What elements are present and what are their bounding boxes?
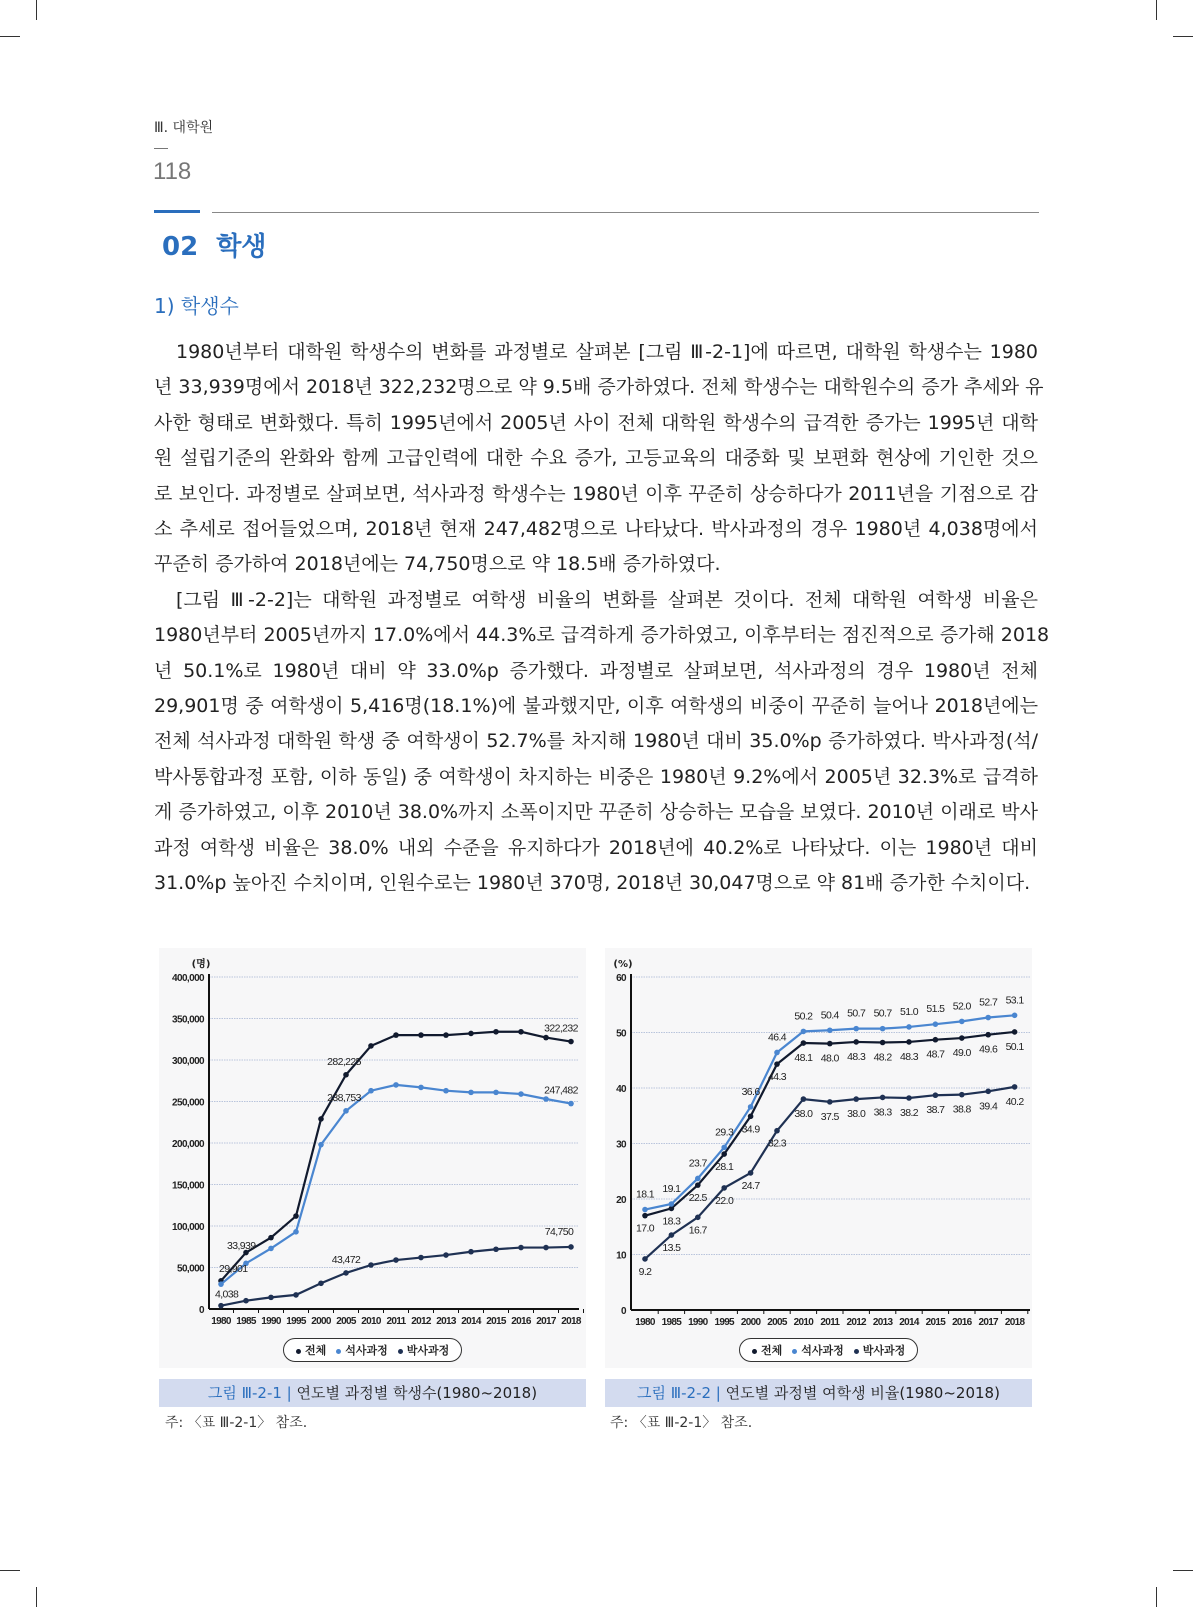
data-point-doctor <box>443 1252 449 1258</box>
data-point-total <box>293 1213 299 1219</box>
chapter-title: 학생 <box>216 232 267 262</box>
x-tick-label: 2005 <box>767 1317 787 1328</box>
crop-mark <box>1173 1570 1193 1571</box>
y-tick-label: 30 <box>616 1139 626 1151</box>
data-label-master: 50.7 <box>873 1007 892 1020</box>
y-tick-label: 60 <box>616 973 626 984</box>
crop-mark <box>1173 36 1193 37</box>
x-tick-label: 2016 <box>952 1317 972 1328</box>
x-tick-label: 1995 <box>286 1316 306 1327</box>
legend-label: 전체 <box>761 1344 783 1357</box>
x-tick-label: 2016 <box>511 1316 531 1327</box>
x-tick-label: 2014 <box>461 1316 481 1327</box>
data-label-doctor: 32.3 <box>767 1137 787 1150</box>
data-point-master <box>468 1090 474 1096</box>
data-point-doctor <box>853 1096 859 1102</box>
data-label-total: 34.9 <box>741 1123 760 1136</box>
data-label-master: 51.5 <box>926 1003 945 1016</box>
data-point-master <box>293 1229 299 1235</box>
data-point-doctor <box>243 1298 249 1304</box>
legend-label: 전체 <box>305 1344 327 1357</box>
y-tick-label: 10 <box>616 1250 626 1262</box>
legend-item-master <box>792 1342 844 1358</box>
data-point-total <box>827 1041 833 1047</box>
data-label-master: 23.7 <box>688 1157 707 1170</box>
data-point-doctor <box>568 1244 574 1250</box>
data-point-doctor <box>218 1303 224 1309</box>
x-tick-label: 1990 <box>688 1317 708 1328</box>
data-point-doctor <box>518 1245 524 1251</box>
data-point-total <box>985 1032 991 1038</box>
data-label-doctor: 38.0 <box>794 1108 813 1121</box>
data-point-doctor <box>493 1246 499 1252</box>
page-number: 118 <box>153 158 192 185</box>
x-tick-label: 2010 <box>793 1317 814 1328</box>
figure-title: 연도별 과정별 여학생 비율(1980~2018) <box>720 1384 1000 1402</box>
data-point-master <box>933 1021 939 1027</box>
data-label-total: 282,225 <box>327 1055 361 1068</box>
data-label-doctor: 13.5 <box>662 1242 681 1255</box>
paragraph-line: 1980년부터 대학원 학생수의 변화를 과정별로 살펴본 [그림 Ⅲ-2-1]에 따르면, 대학원 학생수는 1980 <box>176 341 1038 363</box>
x-tick-label: 1985 <box>661 1317 682 1328</box>
y-tick-label: 40 <box>616 1084 626 1095</box>
data-point-total <box>443 1032 449 1038</box>
data-point-master <box>268 1246 274 1252</box>
chapter-rule <box>212 212 1039 213</box>
figure-caption <box>159 1379 586 1407</box>
legend-label: 석사과정 <box>345 1344 388 1357</box>
figure-title: 연도별 과정별 학생수(1980~2018) <box>291 1384 538 1402</box>
student-count-chart <box>159 948 586 1368</box>
data-label-total: 48.1 <box>794 1052 813 1065</box>
crop-mark <box>1156 0 1157 20</box>
data-label-doctor: 38.3 <box>873 1106 892 1119</box>
data-label-master: 18.1 <box>635 1188 655 1201</box>
paragraph-line: 로 보인다. 과정별로 살펴보면, 석사과정 학생수는 1980년 이후 꾸준히 상승하다가 2011년을 기점으로 감 <box>154 482 1038 505</box>
data-point-master <box>906 1024 912 1030</box>
y-tick-label: 400,000 <box>172 973 204 984</box>
x-tick-label: 2014 <box>899 1317 919 1328</box>
data-point-master <box>1012 1012 1018 1018</box>
data-label-doctor: 22.0 <box>715 1194 734 1207</box>
data-label-master: 19.1 <box>662 1182 681 1195</box>
data-point-total <box>568 1039 574 1045</box>
x-tick-label: 1980 <box>211 1316 231 1327</box>
legend-item-master <box>336 1342 388 1358</box>
data-label-total: 49.6 <box>979 1043 998 1056</box>
data-point-doctor <box>642 1256 648 1262</box>
x-tick-label: 2011 <box>386 1316 406 1327</box>
x-tick-label: 1995 <box>714 1317 734 1328</box>
data-point-total <box>959 1035 965 1041</box>
data-point-doctor <box>721 1185 727 1191</box>
data-point-total <box>906 1039 912 1045</box>
legend-label: 박사과정 <box>406 1344 450 1357</box>
paragraph-line: 게 증가하였고, 이후 2010년 38.0%까지 소폭이지만 꾸준히 상승하는 모습을 보였다. 2010년 이래로 박사 <box>154 801 1039 824</box>
y-tick-label: 50 <box>616 1028 626 1040</box>
data-point-doctor <box>268 1295 274 1301</box>
legend-label: 석사과정 <box>801 1344 844 1357</box>
x-tick-label: 2000 <box>311 1316 331 1327</box>
crop-mark <box>0 1570 20 1571</box>
y-tick-label: 250,000 <box>172 1097 204 1109</box>
body-text <box>154 335 1050 902</box>
data-point-total <box>393 1032 399 1038</box>
legend-marker-icon <box>296 1349 301 1354</box>
legend-label: 박사과정 <box>862 1344 906 1357</box>
data-point-doctor <box>343 1270 349 1276</box>
x-tick-label: 2012 <box>846 1317 866 1328</box>
y-tick-label: 350,000 <box>172 1014 204 1026</box>
data-point-master <box>218 1281 224 1287</box>
legend-item-total <box>296 1342 326 1358</box>
data-label-master: 29.3 <box>715 1126 734 1139</box>
x-tick-label: 2018 <box>1004 1317 1025 1328</box>
data-point-total <box>543 1035 549 1041</box>
data-point-total <box>748 1114 754 1120</box>
paragraph-line: 년 33,939명에서 2018년 322,232명으로 약 9.5배 증가하였다. 전체 학생수는 대학원수의 증가 추세와 유 <box>154 376 1044 399</box>
data-label-total: 22.5 <box>688 1192 707 1205</box>
paragraph-line: 년 50.1%로 1980년 대비 약 33.0%p 증가했다. 과정별로 살펴보면, 석사과정의 경우 1980년 전체 <box>154 659 1038 682</box>
data-point-doctor <box>748 1170 754 1176</box>
data-label-master: 50.2 <box>794 1010 813 1023</box>
y-unit-label: (%) <box>613 959 633 970</box>
x-tick-label: 2000 <box>740 1317 761 1328</box>
x-tick-label: 2012 <box>411 1316 431 1327</box>
x-tick-label: 2017 <box>536 1316 556 1327</box>
series-line-total <box>221 1032 571 1281</box>
data-label-master: 53.1 <box>1005 994 1024 1007</box>
data-point-master <box>443 1088 449 1094</box>
data-label-master: 247,482 <box>544 1084 578 1097</box>
data-point-total <box>721 1151 727 1157</box>
legend-marker-icon <box>398 1349 403 1354</box>
data-point-doctor <box>695 1215 701 1221</box>
x-tick-label: 2015 <box>486 1316 506 1327</box>
figure-caption <box>605 1379 1032 1407</box>
data-point-master <box>318 1142 324 1148</box>
paragraph-line: 박사통합과정 포함, 이하 동일) 중 여학생이 차지하는 비중은 1980년 9.2%에서 2005년 32.3%로 급격하 <box>154 765 1038 788</box>
paragraph-line: 과정 여학생 비율은 38.0% 내외 수준을 유지하다가 2018년에 40.2%로 나타났다. 이는 1980년 대비 <box>154 836 1038 859</box>
data-point-master <box>721 1145 727 1151</box>
data-label-doctor: 38.7 <box>926 1104 945 1117</box>
legend-marker-icon <box>854 1349 859 1354</box>
data-point-total <box>1012 1029 1018 1035</box>
y-tick-label: 200,000 <box>172 1139 204 1150</box>
data-point-doctor <box>418 1255 424 1261</box>
female-ratio-chart-svg <box>605 948 1033 1368</box>
data-label-total: 48.7 <box>926 1048 945 1061</box>
data-point-total <box>933 1037 939 1043</box>
data-label-total: 48.0 <box>820 1052 839 1065</box>
chapter-heading <box>162 226 284 263</box>
data-point-master <box>853 1026 859 1032</box>
figure-note: 주: 〈표 Ⅲ-2-1〉 참조. <box>610 1415 753 1431</box>
paragraph-line: [그림 Ⅲ-2-2]는 대학원 과정별로 여학생 비율의 변화를 살펴본 것이다. 전체 대학원 여학생 비율은 <box>176 588 1038 611</box>
data-point-total <box>695 1182 701 1188</box>
data-label-total: 322,232 <box>544 1022 578 1035</box>
data-point-total <box>468 1031 474 1037</box>
data-label-doctor: 4,038 <box>215 1288 239 1301</box>
data-label-doctor: 9.2 <box>638 1265 652 1278</box>
x-tick-label: 2015 <box>925 1317 946 1328</box>
data-label-master: 51.0 <box>899 1005 919 1018</box>
y-unit-label: (명) <box>191 959 211 970</box>
y-tick-label: 300,000 <box>172 1056 204 1067</box>
data-point-master <box>985 1015 991 1021</box>
data-point-doctor <box>543 1245 549 1251</box>
legend-item-total <box>752 1342 782 1358</box>
chart-legend <box>739 1338 918 1362</box>
data-label-doctor: 43,472 <box>331 1253 361 1266</box>
legend-marker-icon <box>752 1349 757 1354</box>
data-point-doctor <box>393 1257 399 1263</box>
figure-number: 그림 Ⅲ-2-2 | <box>637 1384 721 1402</box>
data-label-total: 18.3 <box>662 1215 681 1228</box>
data-label-master: 29,901 <box>219 1263 248 1276</box>
data-point-doctor <box>801 1096 807 1102</box>
female-ratio-chart <box>605 948 1032 1368</box>
data-point-doctor <box>906 1095 912 1101</box>
data-label-master: 50.7 <box>847 1007 866 1020</box>
data-label-total: 48.3 <box>899 1050 919 1063</box>
legend-marker-icon <box>792 1349 797 1354</box>
data-point-doctor <box>827 1099 833 1105</box>
data-point-master <box>343 1108 349 1114</box>
data-label-master: 52.7 <box>979 996 998 1009</box>
data-point-master <box>748 1104 754 1110</box>
data-label-doctor: 38.2 <box>899 1106 919 1119</box>
data-label-master: 238,753 <box>327 1091 361 1104</box>
data-point-total <box>493 1029 499 1035</box>
data-point-total <box>368 1043 374 1049</box>
data-point-master <box>543 1096 549 1102</box>
data-label-master: 46.4 <box>767 1031 787 1044</box>
data-point-master <box>368 1088 374 1094</box>
data-point-master <box>695 1176 701 1182</box>
paragraph-line: 29,901명 중 여학생이 5,416명(18.1%)에 불과했지만, 이후 여학생의 비중이 꾸준히 늘어나 2018년에는 <box>154 695 1038 718</box>
data-point-total <box>774 1061 780 1067</box>
chapter-number: 02 <box>162 232 199 262</box>
crop-mark <box>1156 1587 1157 1607</box>
data-point-doctor <box>293 1292 299 1298</box>
data-label-total: 44.3 <box>767 1071 787 1084</box>
data-point-doctor <box>933 1092 939 1098</box>
data-label-doctor: 38.8 <box>952 1103 971 1116</box>
data-label-master: 52.0 <box>952 1000 971 1013</box>
data-point-total <box>268 1235 274 1241</box>
student-count-chart-svg <box>159 948 586 1368</box>
data-point-master <box>568 1101 574 1107</box>
x-tick-label: 2013 <box>436 1316 456 1327</box>
data-label-master: 50.4 <box>820 1009 839 1022</box>
data-label-doctor: 24.7 <box>741 1179 760 1192</box>
data-label-doctor: 38.0 <box>847 1108 866 1121</box>
data-label-doctor: 37.5 <box>820 1110 839 1123</box>
data-point-doctor <box>318 1280 324 1286</box>
data-point-master <box>880 1026 886 1032</box>
figure-note: 주: 〈표 Ⅲ-2-1〉 참조. <box>165 1415 308 1431</box>
data-point-doctor <box>368 1262 374 1268</box>
data-point-master <box>493 1090 499 1096</box>
y-tick-label: 50,000 <box>177 1263 204 1275</box>
x-tick-label: 2013 <box>872 1317 893 1328</box>
data-label-doctor: 74,750 <box>544 1225 574 1238</box>
data-point-master <box>827 1027 833 1033</box>
data-label-total: 33,939 <box>227 1239 256 1252</box>
paragraph-line: 꾸준히 증가하여 2018년에는 74,750명으로 약 18.5배 증가하였다. <box>154 553 721 576</box>
data-point-master <box>959 1019 965 1025</box>
legend-item-doctor <box>398 1342 450 1358</box>
data-point-doctor <box>774 1128 780 1134</box>
crop-mark <box>36 0 37 20</box>
paragraph-line: 31.0%p 높아진 수치이며, 인원수로는 1980년 370명, 2018년 30,047명으로 약 81배 증가한 수치이다. <box>154 872 1031 895</box>
crop-mark <box>0 36 20 37</box>
data-point-master <box>518 1091 524 1097</box>
data-label-total: 50.1 <box>1005 1040 1024 1053</box>
x-tick-label: 1980 <box>635 1317 655 1328</box>
data-point-doctor <box>985 1089 991 1095</box>
paragraph-line: 전체 석사과정 대학원 학생 중 여학생이 52.7%를 차지해 1980년 대비 35.0%p 증가하였다. 박사과정(석/ <box>154 730 1038 753</box>
x-tick-label: 2011 <box>820 1317 840 1328</box>
y-tick-label: 20 <box>616 1195 626 1206</box>
data-point-doctor <box>669 1232 675 1238</box>
data-label-total: 17.0 <box>635 1222 655 1235</box>
data-point-total <box>642 1213 648 1219</box>
data-point-master <box>801 1029 807 1035</box>
paragraph-line: 1980년부터 2005년까지 17.0%에서 44.3%로 급격하게 증가하였고, 이후부터는 점진적으로 증가해 2018 <box>154 624 1050 647</box>
x-tick-label: 2018 <box>561 1316 581 1327</box>
data-label-total: 28.1 <box>715 1161 734 1174</box>
data-point-master <box>669 1201 675 1207</box>
y-tick-label: 100,000 <box>172 1222 204 1233</box>
data-point-total <box>318 1116 324 1122</box>
y-tick-label: 150,000 <box>172 1180 204 1192</box>
running-header: Ⅲ. 대학원 <box>154 120 214 136</box>
data-point-total <box>880 1040 886 1046</box>
data-point-total <box>853 1039 859 1045</box>
data-point-master <box>642 1207 648 1213</box>
y-tick-label: 0 <box>199 1305 204 1316</box>
data-point-doctor <box>959 1092 965 1098</box>
data-point-doctor <box>880 1095 886 1101</box>
series-line-master <box>221 1085 571 1284</box>
subsection-heading: 1) 학생수 <box>154 294 239 318</box>
x-tick-label: 2005 <box>336 1316 356 1327</box>
y-tick-label: 0 <box>621 1306 626 1317</box>
chapter-rule-accent <box>154 210 200 213</box>
data-point-master <box>418 1085 424 1091</box>
data-point-total <box>418 1032 424 1038</box>
data-label-total: 49.0 <box>952 1047 971 1060</box>
data-label-total: 48.3 <box>847 1050 866 1063</box>
x-tick-label: 2017 <box>978 1317 998 1328</box>
data-label-doctor: 40.2 <box>1005 1095 1024 1108</box>
data-label-doctor: 39.4 <box>979 1100 998 1113</box>
x-tick-label: 1985 <box>236 1316 256 1327</box>
data-point-total <box>518 1029 524 1035</box>
header-dash-divider <box>154 148 168 149</box>
data-point-master <box>393 1082 399 1088</box>
data-label-total: 48.2 <box>873 1051 892 1064</box>
paragraph-line: 사한 형태로 변화했다. 특히 1995년에서 2005년 사이 전체 대학원 학생수의 급격한 증가는 1995년 대학 <box>154 411 1038 434</box>
paragraph-line: 원 설립기준의 완화와 함께 고급인력에 대한 수요 증가, 고등교육의 대중화 및 보편화 현상에 기인한 것으 <box>154 447 1038 470</box>
data-label-master: 36.6 <box>741 1085 760 1098</box>
x-tick-label: 2010 <box>361 1316 381 1327</box>
legend-item-doctor <box>854 1342 906 1358</box>
x-tick-label: 1990 <box>261 1316 281 1327</box>
legend-marker-icon <box>336 1349 341 1354</box>
figure-number: 그림 Ⅲ-2-1 | <box>207 1384 292 1402</box>
data-point-doctor <box>1012 1084 1018 1090</box>
data-point-doctor <box>468 1249 474 1255</box>
chart-legend <box>283 1338 462 1362</box>
crop-mark <box>36 1587 37 1607</box>
data-point-total <box>801 1040 807 1046</box>
data-point-master <box>774 1050 780 1056</box>
paragraph-line: 소 추세로 접어들었으며, 2018년 현재 247,482명으로 나타났다. 박사과정의 경우 1980년 4,038명에서 <box>154 518 1038 541</box>
data-point-total <box>343 1072 349 1078</box>
data-label-doctor: 16.7 <box>688 1224 707 1237</box>
